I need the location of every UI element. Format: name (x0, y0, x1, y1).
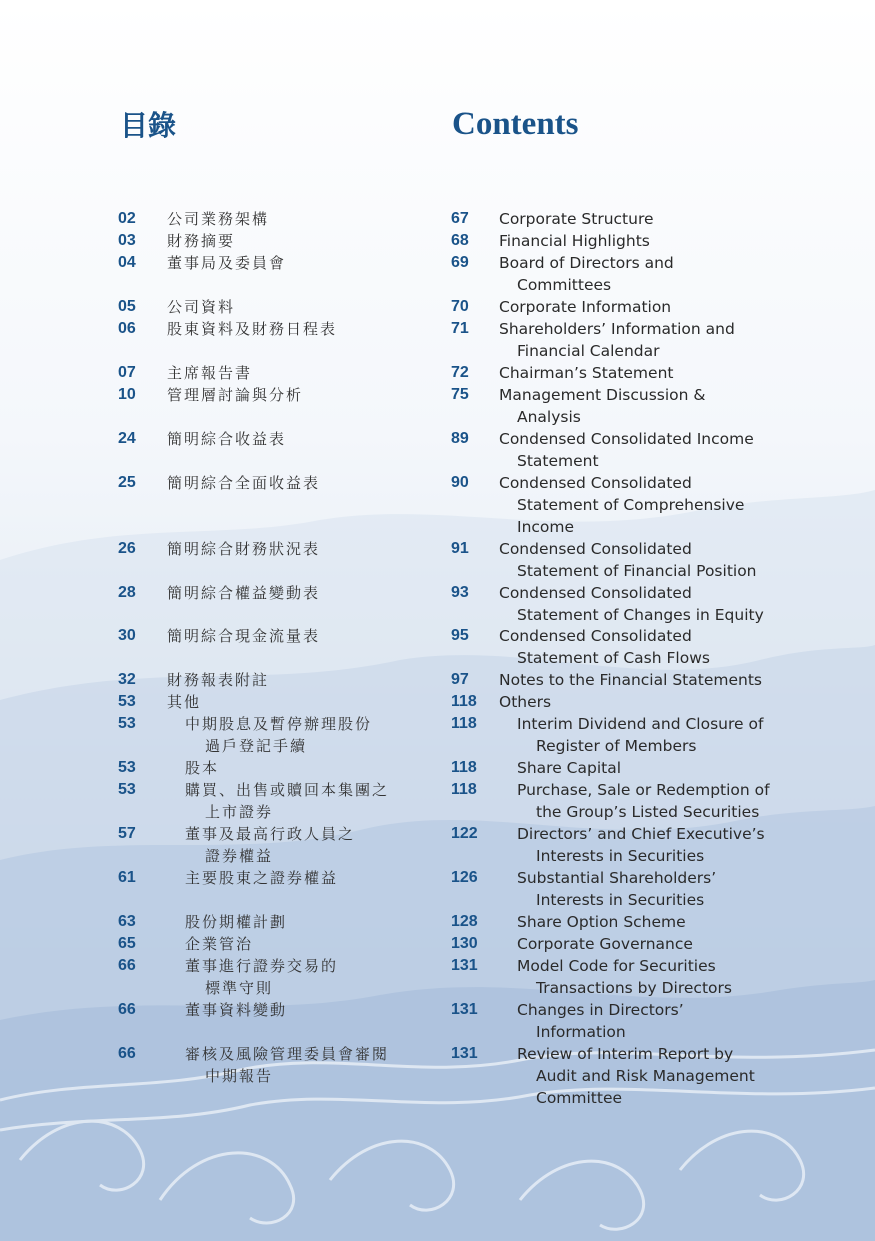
toc-label-continuation: Information (536, 1023, 626, 1041)
toc-entry-label (517, 867, 817, 911)
toc-entry-label (185, 823, 355, 867)
toc-label-line: 公司資料 (167, 298, 236, 316)
toc-label-line: 董事局及委員會 (167, 254, 287, 272)
toc-page-number: 66 (118, 957, 136, 974)
toc-label-line: Condensed Consolidated Income (499, 430, 754, 448)
toc-page-number: 118 (451, 759, 477, 776)
toc-label-line: Condensed Consolidated (499, 474, 692, 492)
toc-page-number: 63 (118, 913, 136, 930)
toc-entry-label (499, 384, 799, 428)
toc-label-line: Chairman’s Statement (499, 364, 674, 382)
toc-entry-label (185, 867, 338, 889)
toc-entry-label (167, 538, 320, 560)
toc-label-line: 董事資料變動 (185, 1001, 288, 1019)
toc-label-line: Condensed Consolidated (499, 627, 692, 645)
toc-label-line: Others (499, 693, 552, 711)
toc-entry-label (499, 208, 799, 230)
toc-label-continuation: Analysis (517, 408, 581, 426)
toc-page-number: 71 (451, 320, 469, 337)
toc-label-continuation: Interests in Securities (536, 847, 705, 865)
toc-entry-label (167, 230, 235, 252)
toc-entry-label (499, 669, 799, 691)
toc-label-line: Directors’ and Chief Executive’s (517, 825, 765, 843)
toc-page-number: 57 (118, 825, 136, 842)
toc-label-line: 購買、出售或贖回本集團之 (185, 781, 390, 799)
toc-label-line: Model Code for Securities (517, 957, 716, 975)
toc-page-number: 126 (451, 869, 478, 886)
toc-label-continuation: Interests in Securities (536, 891, 705, 909)
toc-page-number: 72 (451, 364, 469, 381)
toc-page-number: 53 (118, 781, 136, 798)
toc-page-number: 75 (451, 386, 469, 403)
toc-page-number: 130 (451, 935, 478, 952)
toc-label-line: 企業管治 (185, 935, 254, 953)
toc-page-number: 131 (451, 957, 478, 974)
toc-entry-label (167, 625, 320, 647)
toc-entry-label (185, 999, 287, 1021)
toc-entry-label (499, 318, 799, 362)
toc-label-line: 簡明綜合收益表 (167, 430, 287, 448)
toc-page-number: 24 (118, 430, 136, 447)
toc-page-number: 10 (118, 386, 136, 403)
toc-label-line: Corporate Structure (499, 210, 654, 228)
toc-entry-label (499, 691, 799, 713)
toc-entry-label (517, 1043, 817, 1109)
toc-label-continuation: the Group’s Listed Securities (536, 803, 760, 821)
page-title-chinese: 目錄 (120, 109, 177, 142)
toc-entry-label (517, 911, 817, 933)
toc-page-number: 118 (451, 693, 477, 710)
toc-page-number: 97 (451, 671, 469, 688)
toc-label-line: 股本 (185, 759, 220, 777)
toc-entry-label (517, 955, 817, 999)
toc-entry-label (499, 538, 799, 582)
toc-entry-label (499, 582, 799, 626)
toc-page-number: 131 (451, 1001, 478, 1018)
toc-page-number: 67 (451, 210, 469, 227)
toc-entry-label (499, 428, 799, 472)
toc-page-number: 53 (118, 693, 136, 710)
toc-entry-label (185, 713, 372, 757)
toc-page-number: 93 (451, 584, 469, 601)
toc-page-number: 53 (118, 759, 136, 776)
toc-entry-label (167, 296, 235, 318)
toc-label-line: 董事及最高行政人員之 (185, 825, 356, 843)
toc-label-continuation: 標準守則 (205, 979, 274, 997)
toc-label-line: 主要股東之證券權益 (185, 869, 339, 887)
toc-label-line: 簡明綜合全面收益表 (167, 474, 321, 492)
toc-label-line: Board of Directors and (499, 254, 674, 272)
toc-entry-label (517, 779, 817, 823)
toc-entry-label (499, 625, 799, 669)
toc-label-line: 中期股息及暫停辦理股份 (185, 715, 373, 733)
toc-label-line: Changes in Directors’ (517, 1001, 684, 1019)
toc-label-line: 簡明綜合現金流量表 (167, 627, 321, 645)
toc-page-number: 05 (118, 298, 136, 315)
toc-entry-label (499, 362, 799, 384)
toc-page-number: 89 (451, 430, 469, 447)
toc-label-continuation: Transactions by Directors (536, 979, 732, 997)
toc-label-continuation: Statement of Financial Position (517, 562, 757, 580)
toc-entry-label (517, 999, 817, 1043)
toc-entry-label (185, 1043, 389, 1087)
toc-label-line: Corporate Information (499, 298, 672, 316)
toc-label-line: Share Option Scheme (517, 913, 686, 931)
toc-page-number: 66 (118, 1001, 136, 1018)
toc-entry-label (167, 669, 269, 691)
toc-page-number: 32 (118, 671, 136, 688)
toc-label-continuation: Audit and Risk Management (536, 1067, 755, 1085)
toc-entry-label (517, 757, 817, 779)
toc-label-line: 其他 (167, 693, 202, 711)
toc-page-number: 90 (451, 474, 469, 491)
toc-entry-label (517, 713, 817, 757)
toc-label-line: 管理層討論與分析 (167, 386, 304, 404)
toc-entry-label (185, 779, 389, 823)
toc-page-number: 118 (451, 781, 477, 798)
toc-page-number: 122 (451, 825, 478, 842)
toc-entry-label (517, 933, 817, 955)
toc-label-continuation: 證券權益 (205, 847, 274, 865)
toc-label-continuation: Committee (536, 1089, 623, 1107)
toc-page-number: 53 (118, 715, 136, 732)
toc-page-number: 28 (118, 584, 136, 601)
toc-label-continuation: Statement (517, 452, 599, 470)
toc-label-line: 簡明綜合權益變動表 (167, 584, 321, 602)
toc-page-number: 26 (118, 540, 136, 557)
toc-label-line: Review of Interim Report by (517, 1045, 734, 1063)
toc-label-line: Notes to the Financial Statements (499, 671, 762, 689)
toc-page-number: 65 (118, 935, 136, 952)
toc-entry-label (499, 252, 799, 296)
toc-entry-label (167, 384, 303, 406)
toc-page-number: 30 (118, 627, 136, 644)
toc-entry-label (167, 428, 286, 450)
toc-entry-label (185, 911, 287, 933)
toc-label-line: 股份期權計劃 (185, 913, 288, 931)
toc-label-line: Corporate Governance (517, 935, 693, 953)
toc-label-continuation: Statement of Changes in Equity (517, 606, 764, 624)
toc-entry-label (185, 757, 219, 779)
toc-page-number: 61 (118, 869, 136, 886)
toc-page-number: 25 (118, 474, 136, 491)
toc-entry-label (185, 955, 338, 999)
toc-page-number: 06 (118, 320, 136, 337)
toc-entry-label (185, 933, 253, 955)
toc-entry-label (167, 362, 252, 384)
toc-label-continuation: Register of Members (536, 737, 697, 755)
page-title-english: Contents (452, 106, 579, 142)
toc-label-continuation: Committees (517, 276, 612, 294)
toc-page-number: 07 (118, 364, 136, 381)
toc-label-line: 財務報表附註 (167, 671, 270, 689)
toc-label-line: Shareholders’ Information and (499, 320, 735, 338)
toc-page-number: 04 (118, 254, 136, 271)
toc-label-line: Share Capital (517, 759, 622, 777)
toc-page-number: 95 (451, 627, 469, 644)
toc-page-number: 03 (118, 232, 136, 249)
toc-page-number: 128 (451, 913, 478, 930)
toc-label-line: 公司業務架構 (167, 210, 270, 228)
toc-page-number: 118 (451, 715, 477, 732)
toc-label-continuation: Financial Calendar (517, 342, 660, 360)
toc-label-line: 主席報告書 (167, 364, 253, 382)
toc-label-line: Condensed Consolidated (499, 540, 692, 558)
toc-entry-label (167, 472, 320, 494)
toc-label-continuation: Statement of Comprehensive (517, 496, 745, 514)
toc-entry-label (499, 230, 799, 252)
toc-label-continuation: Statement of Cash Flows (517, 649, 710, 667)
toc-page-number: 69 (451, 254, 469, 271)
toc-page-number: 70 (451, 298, 469, 315)
toc-label-line: 簡明綜合財務狀況表 (167, 540, 321, 558)
toc-label-line: Management Discussion & (499, 386, 706, 404)
toc-label-line: 審核及風險管理委員會審閱 (185, 1045, 390, 1063)
toc-label-line: Interim Dividend and Closure of (517, 715, 764, 733)
toc-label-line: Substantial Shareholders’ (517, 869, 717, 887)
toc-entry-label (167, 691, 201, 713)
toc-label-continuation: Income (517, 518, 575, 536)
toc-label-continuation: 中期報告 (205, 1067, 274, 1085)
toc-entry-label (167, 318, 337, 340)
toc-page-number: 68 (451, 232, 469, 249)
toc-entry-label (499, 296, 799, 318)
toc-label-line: 董事進行證券交易的 (185, 957, 339, 975)
toc-label-continuation: 上市證券 (205, 803, 274, 821)
toc-page-number: 131 (451, 1045, 478, 1062)
toc-entry-label (499, 472, 799, 538)
toc-page-number: 66 (118, 1045, 136, 1062)
toc-page-number: 02 (118, 210, 136, 227)
toc-entry-label (167, 252, 286, 274)
toc-label-line: 財務摘要 (167, 232, 236, 250)
toc-label-line: Condensed Consolidated (499, 584, 692, 602)
toc-label-line: 股東資料及財務日程表 (167, 320, 338, 338)
toc-label-line: Purchase, Sale or Redemption of (517, 781, 770, 799)
toc-entry-label (517, 823, 817, 867)
toc-label-continuation: 過戶登記手續 (205, 737, 308, 755)
toc-page-number: 91 (451, 540, 469, 557)
toc-label-line: Financial Highlights (499, 232, 650, 250)
toc-entry-label (167, 208, 269, 230)
toc-entry-label (167, 582, 320, 604)
